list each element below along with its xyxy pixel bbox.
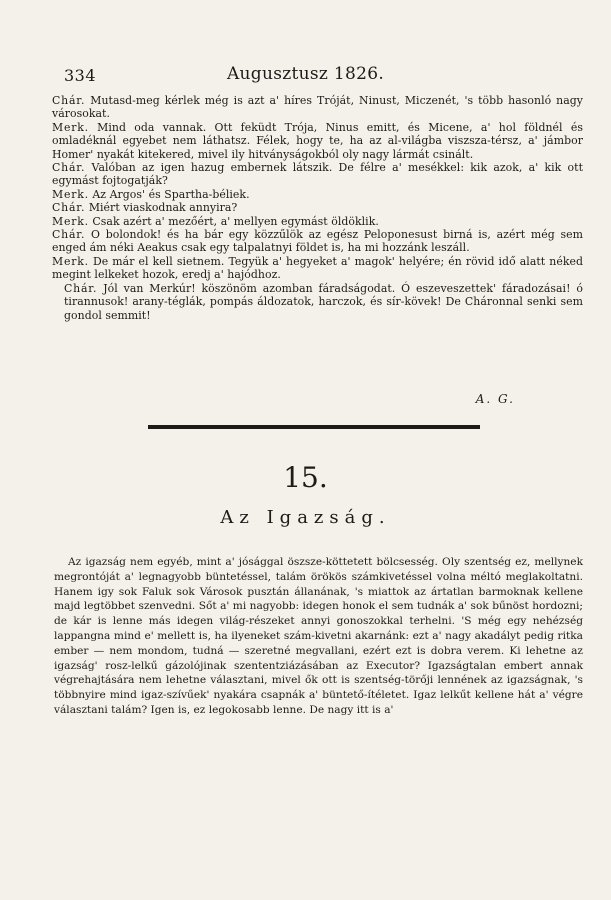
speaker-name: Merk. (52, 187, 89, 201)
dialogue-line (52, 215, 583, 228)
speaker-name: Merk. (52, 214, 89, 228)
dialogue-line (52, 201, 583, 214)
dialogue-line (52, 228, 583, 255)
dialogue-line (52, 188, 583, 201)
author-signature: A. G. (475, 392, 515, 406)
speaker-name: Chár. (52, 228, 86, 242)
speaker-name: Merk. (52, 120, 89, 134)
dialogue-line (52, 121, 583, 161)
speaker-name: Merk. (52, 254, 89, 268)
speaker-name: Chár. (64, 281, 98, 295)
essay-body (54, 555, 583, 718)
dialogue-line (52, 94, 583, 121)
section-divider-rule (148, 425, 480, 429)
essay-paragraph: Az igazság nem egyéb, mint a' jósággal öszsze-köttetett bölcsesség. Oly szentség ez, mellynek megrontóját a' legnagyobb büntetéssel, talám örökös számkivetéssel volna méltó meglakoltatni. Hanem igy sok Faluk sok Városok pusztán állanának, 's miattok az ártatlan barmoknak kellene majd legtöbbet szenvedni. Sőt a' mi nagyobb: idegen honok el sem tudnák a' sok bűnöst hordozni; de kár is lenne más idegen világ-részeket annyi gonoszokkal terhelni. 'S még egy nehézség lappangna mind e' mellett is, ha ilyeneket szám-kivetni akarnánk: ezt a' nagy akadályt pedig ritka ember — nem mondom, tudná — szeretné megvallani, ezért ezt is dobra verem. Ki lehetne az igazság' rosz-lelkű gázolójinak szententziázásában az Executor? Igazságtalan embert annak végrehajtására nem lehetne választani, mivel ők ott is szentség-törőji lennének az igazságnak, 's többnyire mind igaz-szívűek' nyakára csapnák a' büntető-ítéletet. Igaz lelkűt kellene hát a' végre választani talám? Igen is, ez legokosabb lenne. De nagy itt is a' (54, 556, 583, 716)
dialogue-line (52, 282, 583, 322)
dialogue-text: De már el kell sietnem. Tegyük a' hegyeket a' magok' helyére; én rövid idő alatt néked megint lelkeket hozok, eredj a' hajódhoz. (52, 254, 583, 282)
speaker-name: Chár. (52, 201, 86, 215)
running-title: Augusztusz 1826. (226, 64, 385, 84)
speaker-name: Chár. (52, 161, 86, 175)
dialogue-text: Jól van Merkúr! köszönöm azomban fáradságodat. Ó eszeveszettek' fáradozásai! ó tirannusok! arany-téglák, pompás áldozatok, harczok, és sír-kövek! De Cháronnal senki sem gondol semmit! (64, 281, 583, 322)
dialogue-text: Valóban az igen hazug embernek látszik. De félre a' mesékkel: kik azok, a' kik ott egymást fojtogatják? (52, 161, 583, 188)
speaker-name: Chár. (52, 94, 86, 107)
page-number: 334 (64, 66, 97, 85)
dialogue-text: Csak azért a' mezőért, a' mellyen egymást öldöklik. (92, 214, 379, 228)
section-title: Az Igazság. (220, 507, 391, 528)
dialogue-section (52, 94, 583, 322)
dialogue-text: Miért viaskodnak annyira? (88, 201, 238, 215)
dialogue-line (52, 161, 583, 188)
section-number: 15. (283, 461, 328, 494)
dialogue-text: Az Argos' és Spartha-béliek. (92, 187, 250, 201)
page-header (56, 60, 555, 88)
dialogue-text: Mutasd-meg kérlek még is azt a' híres Tróját, Ninust, Miczenét, 's több hasonló nagy városokat. (52, 94, 584, 121)
dialogue-line (52, 255, 583, 282)
dialogue-text: O bolondok! és ha bár egy közzűlök az egész Peloponesust birná is, azért még sem enged ám néki Aeakus csak egy talpalatnyi földet is, ha mi hozzánk leszáll. (52, 228, 584, 255)
dialogue-text: Mind oda vannak. Ott feküdt Trója, Ninus emitt, és Micene, a' hol földnél és omladéknál egyebet nem láthatsz. Félek, hogy te, ha az al-világba viszsza-térsz, a' jámbor Homer' nyakát kitekered, mivel ily hitványságokból oly nagy lármát csinált. (52, 120, 583, 161)
